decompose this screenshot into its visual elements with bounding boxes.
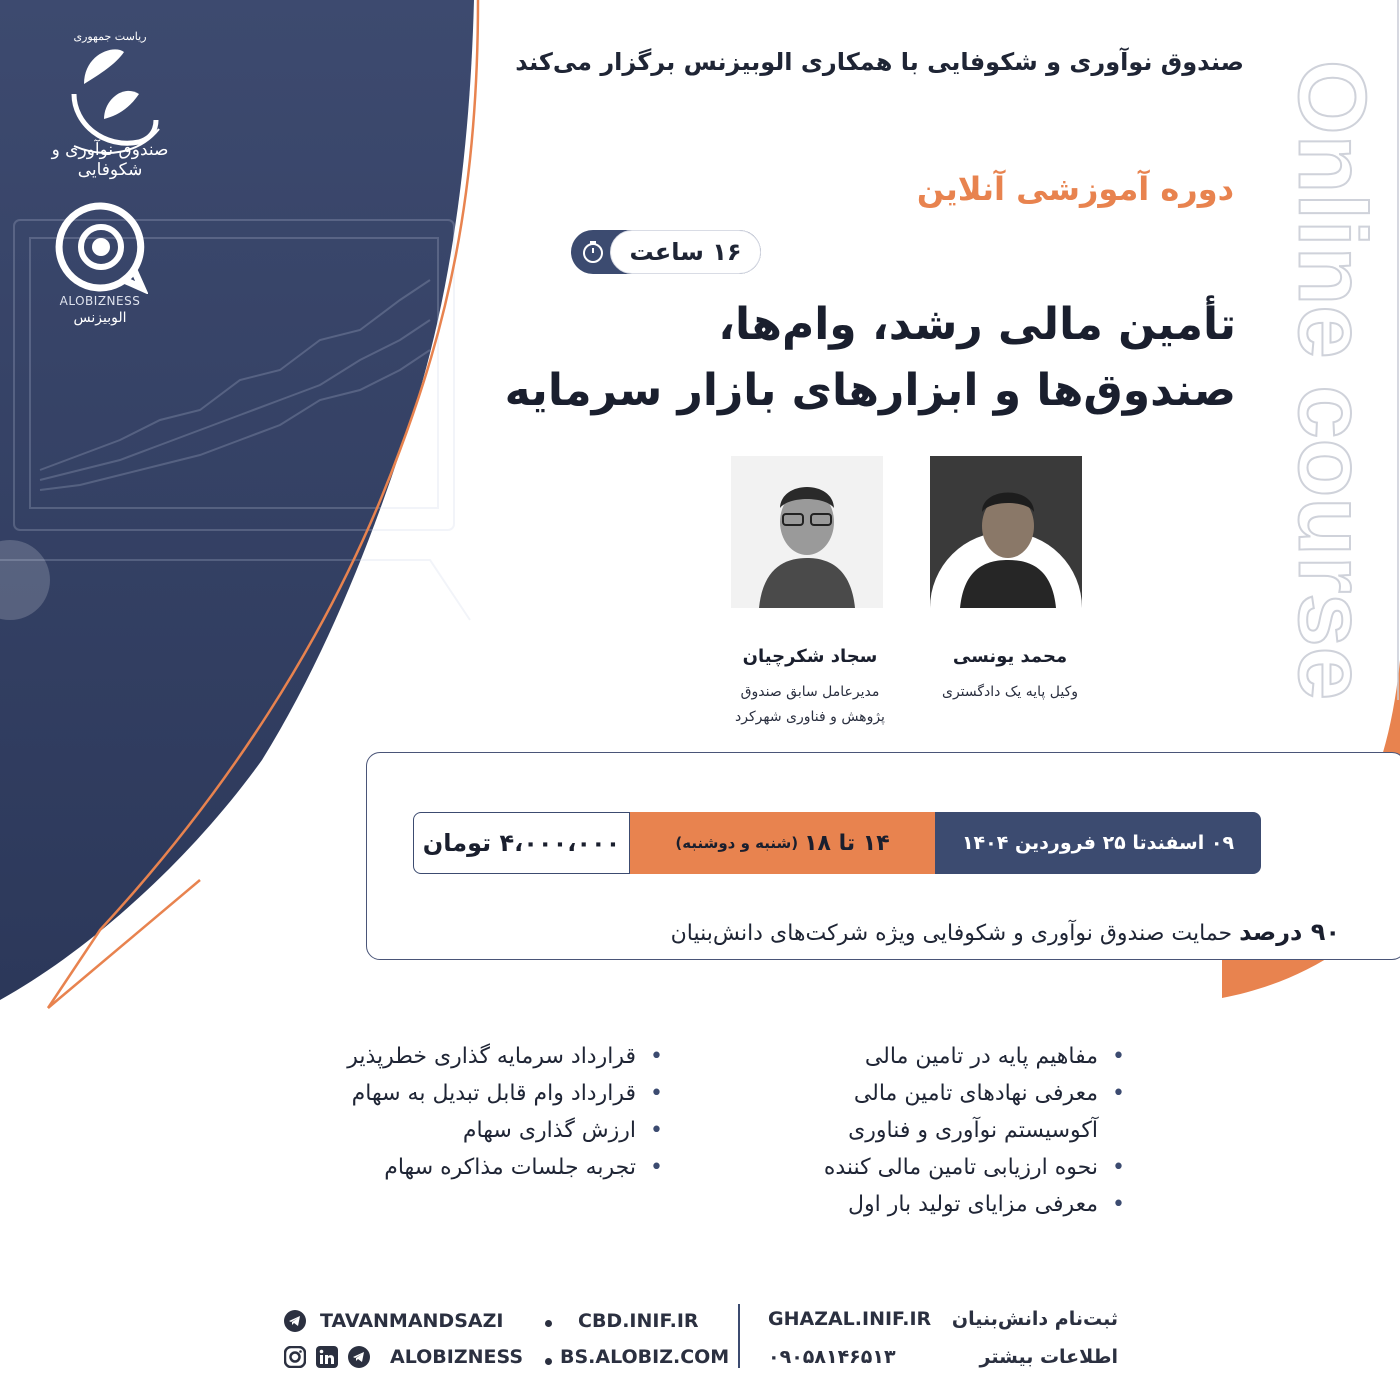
topic-item: • نحوه ارزیابی تامین مالی کننده bbox=[670, 1149, 1130, 1186]
cbd-site-link[interactable]: CBD.INIF.IR bbox=[578, 1310, 699, 1332]
topic-item: • مفاهیم پایه در تامین مالی bbox=[670, 1038, 1130, 1075]
telegram-channel[interactable]: TAVANMANDSAZI bbox=[320, 1310, 504, 1332]
topic-item: • معرفی نهادهای تامین مالی bbox=[670, 1075, 1130, 1112]
course-type: دوره آموزشی آنلاین bbox=[916, 170, 1234, 208]
course-title-line-2: صندوق‌ها و ابزارهای بازار سرمایه bbox=[504, 365, 1236, 416]
social-handle[interactable]: ALOBIZNESS bbox=[390, 1346, 524, 1368]
fund-logo-top-text: ریاست جمهوری bbox=[73, 30, 147, 43]
topic-item: • قرارداد سرمایه گذاری خطرپذیر bbox=[248, 1038, 668, 1075]
phone-number: ۰۹۰۵۸۱۴۶۵۱۳ bbox=[768, 1346, 896, 1368]
schedule-hours: ۱۴ تا ۱۸ bbox=[804, 830, 890, 856]
course-title bbox=[476, 292, 1236, 424]
topic-item: • قرارداد وام قابل تبدیل به سهام bbox=[248, 1075, 668, 1112]
register-label: ثبت‌نام دانش‌بنیان bbox=[951, 1308, 1118, 1330]
schedule-time bbox=[630, 812, 935, 874]
topic-item: • معرفی مزایای تولید بار اول bbox=[670, 1186, 1130, 1223]
support-percent: ۹۰ درصد bbox=[1239, 918, 1340, 946]
speaker-photo-2 bbox=[731, 456, 883, 608]
topic-item: • ارزش گذاری سهام bbox=[248, 1112, 668, 1149]
telegram-icon-2[interactable] bbox=[348, 1346, 370, 1368]
topic-item: • تجربه جلسات مذاکره سهام bbox=[248, 1149, 668, 1186]
course-title-line-1: تأمین مالی رشد، وام‌ها، bbox=[718, 299, 1236, 350]
topics-list-left bbox=[248, 1038, 668, 1186]
online-course-watermark: Online course bbox=[1278, 59, 1386, 701]
organizer-line: صندوق نوآوری و شکوفایی با همکاری الوبیزنس برگزار می‌کند bbox=[515, 48, 1244, 76]
alobizness-logo-en: ALOBIZNESS bbox=[59, 294, 141, 308]
speaker-2-role bbox=[690, 680, 930, 730]
speaker-2-role-line-1: مدیرعامل سابق صندوق bbox=[740, 684, 880, 700]
schedule-dates: ۰۹ اسفندتا ۲۵ فروردین ۱۴۰۴ bbox=[935, 812, 1261, 874]
course-hours: ۱۶ ساعت bbox=[610, 230, 761, 274]
course-price: ۴،۰۰۰،۰۰۰ تومان bbox=[413, 812, 630, 874]
footer-dot bbox=[545, 1320, 552, 1327]
footer-divider bbox=[738, 1304, 740, 1368]
topics-list-right bbox=[670, 1038, 1130, 1223]
bs-site-link[interactable]: BS.ALOBIZ.COM bbox=[560, 1346, 730, 1368]
register-url-link[interactable]: GHAZAL.INIF.IR bbox=[768, 1308, 932, 1330]
speaker-1-role-line-1: وکیل پایه یک دادگستری bbox=[941, 684, 1078, 700]
speaker-2-name: سجاد شکرچیان bbox=[742, 646, 878, 667]
speaker-photo-1 bbox=[930, 456, 1082, 608]
more-info-label: اطلاعات بیشتر bbox=[979, 1346, 1118, 1368]
support-text: حمایت صندوق نوآوری و شکوفایی ویژه شرکت‌های دانش‌بنیان bbox=[670, 921, 1233, 946]
speaker-2-role-line-2: پژوهش و فناوری شهرکرد bbox=[735, 709, 885, 725]
schedule-days: (شنبه و دوشنبه) bbox=[675, 834, 799, 852]
fund-logo-name: صندوق نوآوری و شکوفایی bbox=[51, 140, 169, 180]
linkedin-icon[interactable] bbox=[316, 1346, 338, 1368]
schedule-bar bbox=[413, 812, 1261, 874]
support-line bbox=[440, 918, 1340, 946]
alobizness-logo-fa: الوبیزنس bbox=[73, 310, 127, 326]
topic-item: آکوسیستم نوآوری و فناوری bbox=[848, 1118, 1098, 1143]
speaker-1-role bbox=[910, 680, 1110, 705]
alobizness-logo-icon bbox=[54, 200, 148, 294]
speaker-1-name: محمد یونسی bbox=[952, 646, 1068, 667]
telegram-icon[interactable] bbox=[284, 1310, 306, 1332]
footer-dot bbox=[545, 1358, 552, 1365]
instagram-icon[interactable] bbox=[284, 1346, 306, 1368]
stopwatch-icon bbox=[579, 238, 607, 266]
